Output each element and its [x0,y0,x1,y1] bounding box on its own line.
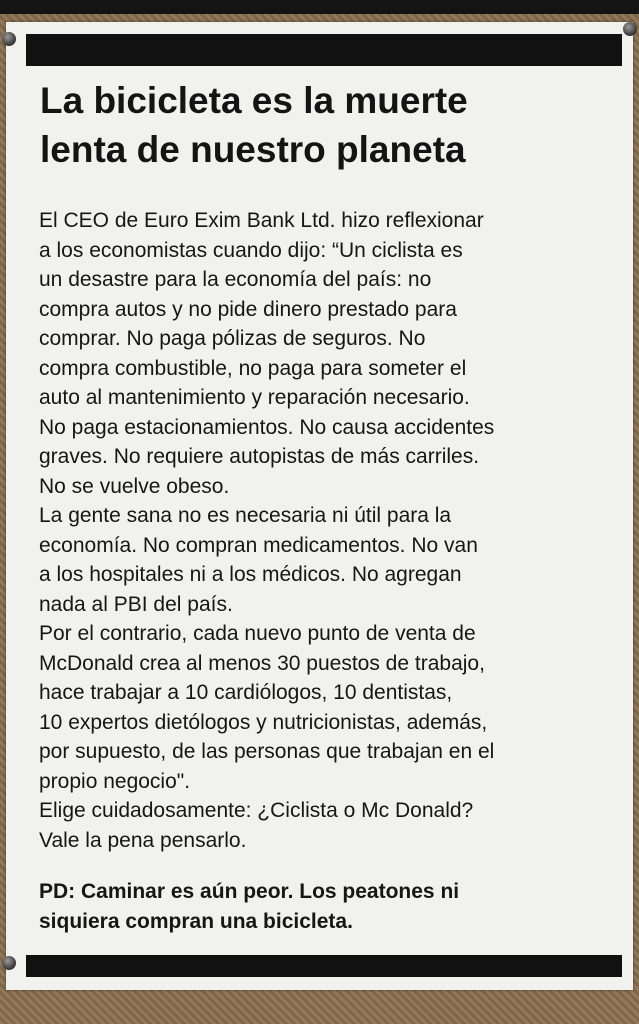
body-line: Por el contrario, cada nuevo punto de venta de [39,622,476,645]
body-line: nada al PBI del país. [39,592,233,616]
body-line: a los hospitales ni a los médicos. No agregan [39,563,462,586]
title-line: lenta de nuestro planeta [40,129,466,170]
body-line: un desastre para la economía del país: no [39,268,432,291]
paragraph-gap [39,855,629,877]
body-line: Elige cuidadosamente: ¿Ciclista o Mc Donald? [39,799,474,822]
body-line: economía. No compran medicamentos. No van [39,533,478,557]
body-line: propio negocio". [39,769,191,793]
body-line: auto al mantenimiento y reparación necesario. [39,386,470,409]
bottom-black-band [26,955,622,977]
body-line: comprar. No paga pólizas de seguros. No [39,327,426,350]
body-line: El CEO de Euro Exim Bank Ltd. hizo reflexionar [39,209,484,232]
flyer-body [39,206,629,936]
postscript-line: PD: Caminar es aún peor. Los peatones ni [39,880,460,903]
body-line: Vale la pena pensarlo. [39,828,247,852]
flyer-title [40,76,610,174]
body-line: graves. No requiere autopistas de más carriles. [39,445,480,468]
title-line: La bicicleta es la muerte [40,80,468,121]
body-line: a los economistas cuando dijo: “Un ciclista es [39,238,463,262]
pushpin-icon [2,32,16,46]
body-line: La gente sana no es necesaria ni útil para la [39,504,452,527]
body-line: McDonald crea al menos 30 puestos de trabajo, [39,651,485,675]
pushpin-icon [623,22,637,36]
body-line: No se vuelve obeso. [39,474,230,498]
body-line: por supuesto, de las personas que trabajan en el [39,740,495,763]
top-frame-edge [0,0,639,14]
body-line: hace trabajar a 10 cardiólogos, 10 dentistas, [39,681,453,704]
posted-flyer [6,22,633,990]
top-black-band [26,34,622,66]
pushpin-icon [2,956,16,970]
body-line: 10 expertos dietólogos y nutricionistas, además, [39,710,488,734]
body-line: compra autos y no pide dinero prestado para [39,297,457,321]
postscript-line: siquiera compran una bicicleta. [39,909,353,933]
body-line: No paga estacionamientos. No causa accidentes [39,415,495,439]
body-line: compra combustible, no paga para someter el [39,356,467,380]
